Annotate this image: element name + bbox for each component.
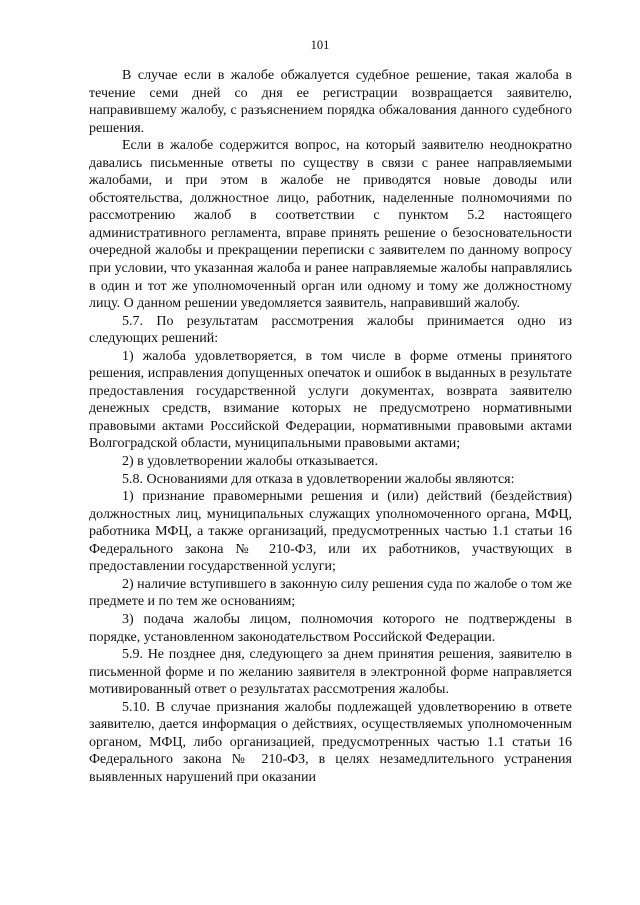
paragraph-5-8-item-2: 2) наличие вступившего в законную силу решения суда по жалобе о том же предмете и по тем же основаниям; <box>89 576 572 610</box>
paragraph-5-7-item-2: 2) в удовлетворении жалобы отказывается. <box>122 454 378 470</box>
paragraph-returned-court-decision: В случае если в жалобе обжалуется судебное решение, такая жалоба в течение семи дней со дня ее регистрации возвращается заявителю, направившему жалобу, с разъяснением порядка обжалования данного судебного решения. <box>89 68 572 136</box>
page-number: 101 <box>310 38 330 52</box>
paragraph-5-7: 5.7. По результатам рассмотрения жалобы принимается одно из следующих решений: <box>89 313 572 347</box>
paragraph-5-10: 5.10. В случае признания жалобы подлежащей удовлетворению в ответе заявителю, дается информация о действиях, осуществляемых уполномоченным органом, МФЦ, либо организацией, предусмотренных частью 1.1 статьи 16 Федерального закона № 210-ФЗ, в целях незамедлительного устранения выявленных нарушений при оказании <box>89 699 572 785</box>
paragraph-5-8-item-1: 1) признание правомерными решения и (или) действий (бездействия) должностных лиц, муниципальных служащих уполномоченного органа, МФЦ, работника МФЦ, а также организаций, предусмотренных частью 1.1 статьи 16 Федерального закона № 210-ФЗ, или их работников, участвующих в предоставлении государственной услуги; <box>89 489 572 575</box>
document-body <box>89 67 572 786</box>
paragraph-5-8: 5.8. Основаниями для отказа в удовлетворении жалобы являются: <box>122 471 515 487</box>
paragraph-repeated-complaint: Если в жалобе содержится вопрос, на который заявителю неоднократно давались письменные ответы по существу в связи с ранее направляемыми жалобами, и при этом в жалобе не приводятся новые доводы или обстоятельства, должностное лицо, работник, наделенные полномочиями по рассмотрению жалоб в соответствии с пунктом 5.2 настоящего административного регламента, вправе принять решение о безосновательности очередной жалобы и прекращении переписки с заявителем по данному вопросу при условии, что указанная жалоба и ранее направляемые жалобы направлялись в один и тот же уполномоченный орган или одному и тому же должностному лицу. О данном решении уведомляется заявитель, направивший жалобу. <box>89 138 572 312</box>
paragraph-5-8-item-3: 3) подача жалобы лицом, полномочия которого не подтверждены в порядке, установленном законодательством Российской Федерации. <box>89 611 572 645</box>
paragraph-5-9: 5.9. Не позднее дня, следующего за днем принятия решения, заявителю в письменной форме и по желанию заявителя в электронной форме направляется мотивированный ответ о результатах рассмотрения жалобы. <box>89 647 572 698</box>
paragraph-5-7-item-1: 1) жалоба удовлетворяется, в том числе в форме отмены принятого решения, исправления допущенных опечаток и ошибок в выданных в результате предоставления государственной услуги документах, возврата заявителю денежных средств, взимание которых не предусмотрено нормативными правовыми актами Российской Федерации, нормативными правовыми актами Волгоградской области, муниципальными правовыми актами; <box>89 348 572 452</box>
